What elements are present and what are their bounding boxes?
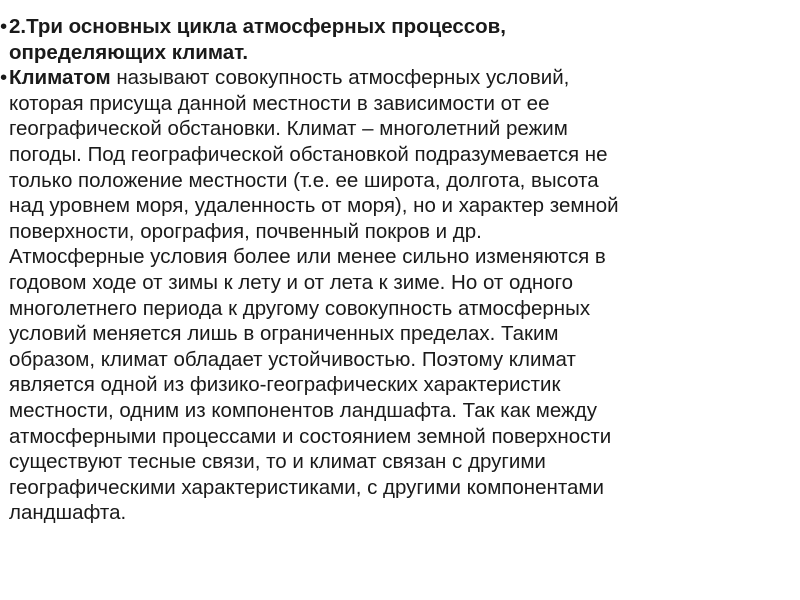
body-line: географической обстановки. Климат – многолетний режим xyxy=(9,117,568,141)
body-line: многолетнего периода к другому совокупность атмосферных xyxy=(9,296,591,320)
body-line: образом, климат обладает устойчивостью. Поэтому климат xyxy=(9,347,576,371)
body-line-1-rest: называют совокупность атмосферных условий, xyxy=(110,66,570,90)
heading-line-1: 2.Три основных цикла атмосферных процессов, xyxy=(9,15,506,38)
body-line: поверхности, орография, почвенный покров и др. xyxy=(9,219,482,243)
heading-paragraph xyxy=(0,14,792,65)
body-line-1 xyxy=(9,65,792,91)
body-line: географическими характеристиками, с другими компонентами xyxy=(9,475,604,499)
body-line: атмосферными процессами и состоянием земной поверхности xyxy=(9,424,612,448)
heading-line-2: определяющих климат. xyxy=(9,40,249,64)
body-line: только положение местности (т.е. ее широта, долгота, высота xyxy=(9,168,599,192)
body-paragraph xyxy=(0,65,792,526)
slide-content xyxy=(0,14,792,526)
body-line: ландшафта. xyxy=(9,501,127,525)
bullet-icon: • xyxy=(0,15,8,38)
body-line: является одной из физико-географических характеристик xyxy=(9,373,561,397)
body-term: Климатом xyxy=(9,66,111,90)
body-line: над уровнем моря, удаленность от моря), но и характер земной xyxy=(9,194,619,218)
body-line: существуют тесные связи, то и климат связан с другими xyxy=(9,450,546,474)
body-line: годовом ходе от зимы к лету и от лета к зиме. Но от одного xyxy=(9,270,574,294)
body-line: погоды. Под географической обстановкой подразумевается не xyxy=(9,142,608,166)
body-line: местности, одним из компонентов ландшафта. Так как между xyxy=(9,398,597,422)
bullet-icon: • xyxy=(0,66,8,90)
body-line: которая присуща данной местности в зависимости от ее xyxy=(9,91,550,115)
body-line: условий меняется лишь в ограниченных пределах. Таким xyxy=(9,322,559,346)
body-line: Атмосферные условия более или менее сильно изменяются в xyxy=(9,245,606,269)
